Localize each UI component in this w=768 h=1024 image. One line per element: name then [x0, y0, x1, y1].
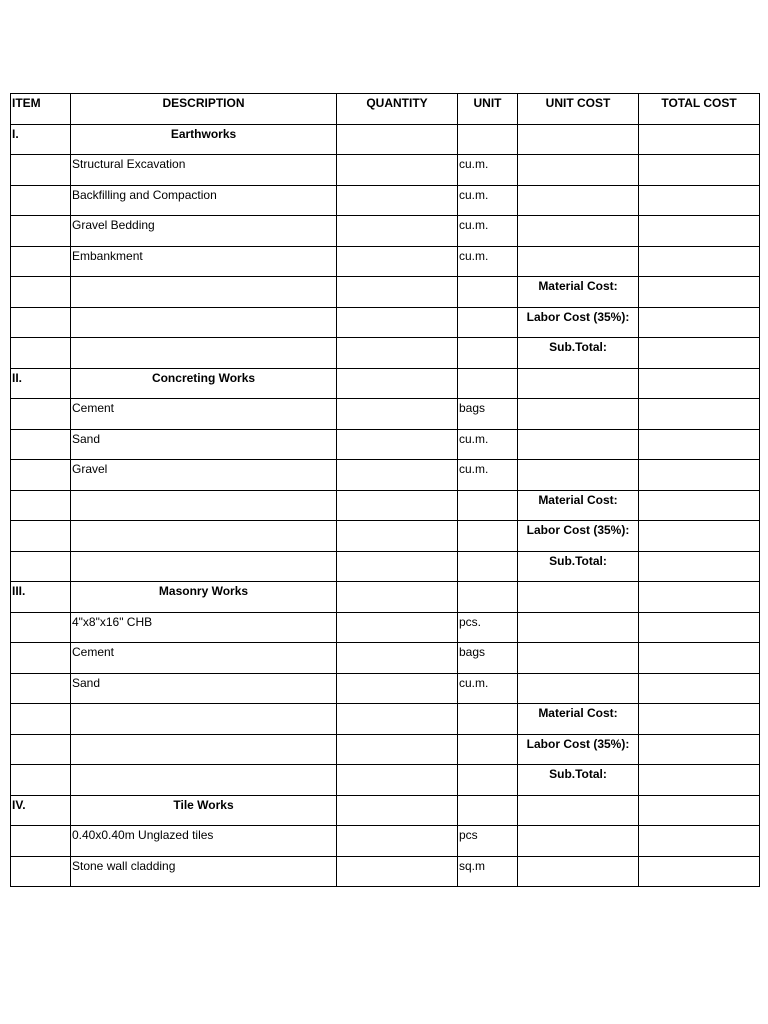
labor-cost-label: Labor Cost (35%): [518, 734, 639, 765]
item-cell [11, 277, 71, 308]
labor-cost-label: Labor Cost (35%): [518, 307, 639, 338]
total-cost-cell[interactable] [639, 216, 760, 247]
total-cost-cell[interactable] [639, 368, 760, 399]
total-cost-cell[interactable] [639, 460, 760, 491]
description-cell [71, 734, 337, 765]
header-unit: UNIT [458, 94, 518, 125]
unit-cell [458, 490, 518, 521]
item-cell [11, 826, 71, 857]
description-cell [71, 490, 337, 521]
cost-estimate-table [10, 93, 760, 887]
description-cell [71, 277, 337, 308]
summary-row [11, 765, 760, 796]
description-cell [71, 307, 337, 338]
item-cell [11, 551, 71, 582]
quantity-cell [337, 551, 458, 582]
item-description: Cement [71, 399, 337, 430]
unit-cell [458, 277, 518, 308]
section-title: Earthworks [71, 124, 337, 155]
item-cell [11, 216, 71, 247]
item-description: Structural Excavation [71, 155, 337, 186]
item-unit: pcs [458, 826, 518, 857]
unit-cell [458, 368, 518, 399]
item-cell [11, 246, 71, 277]
quantity-cell[interactable] [337, 460, 458, 491]
subtotal-label: Sub.Total: [518, 551, 639, 582]
item-unit: cu.m. [458, 246, 518, 277]
summary-value-cell[interactable] [639, 521, 760, 552]
table-row [11, 185, 760, 216]
section-title: Masonry Works [71, 582, 337, 613]
material-cost-label: Material Cost: [518, 490, 639, 521]
quantity-cell[interactable] [337, 246, 458, 277]
header-unit-cost: UNIT COST [518, 94, 639, 125]
summary-row [11, 551, 760, 582]
unit-cost-cell[interactable] [518, 429, 639, 460]
unit-cost-cell[interactable] [518, 856, 639, 887]
item-description: Gravel Bedding [71, 216, 337, 247]
table-row [11, 155, 760, 186]
table-row [11, 612, 760, 643]
description-cell [71, 338, 337, 369]
total-cost-cell[interactable] [639, 795, 760, 826]
unit-cell [458, 704, 518, 735]
item-cell [11, 490, 71, 521]
unit-cost-cell[interactable] [518, 124, 639, 155]
item-unit: cu.m. [458, 460, 518, 491]
summary-value-cell[interactable] [639, 277, 760, 308]
summary-row [11, 338, 760, 369]
unit-cell [458, 795, 518, 826]
unit-cost-cell[interactable] [518, 155, 639, 186]
quantity-cell[interactable] [337, 399, 458, 430]
header-item: ITEM [11, 94, 71, 125]
subtotal-label: Sub.Total: [518, 765, 639, 796]
summary-value-cell[interactable] [639, 704, 760, 735]
item-cell [11, 856, 71, 887]
unit-cost-cell[interactable] [518, 399, 639, 430]
unit-cell [458, 551, 518, 582]
item-unit: pcs. [458, 612, 518, 643]
section-row [11, 582, 760, 613]
item-description: Sand [71, 673, 337, 704]
item-unit: cu.m. [458, 673, 518, 704]
header-row [11, 94, 760, 125]
item-unit: cu.m. [458, 216, 518, 247]
unit-cell [458, 338, 518, 369]
total-cost-cell[interactable] [639, 582, 760, 613]
unit-cost-cell[interactable] [518, 673, 639, 704]
item-unit: cu.m. [458, 185, 518, 216]
total-cost-cell[interactable] [639, 246, 760, 277]
quantity-cell [337, 765, 458, 796]
quantity-cell[interactable] [337, 216, 458, 247]
item-cell [11, 429, 71, 460]
quantity-cell[interactable] [337, 124, 458, 155]
quantity-cell[interactable] [337, 643, 458, 674]
item-description: Stone wall cladding [71, 856, 337, 887]
summary-value-cell[interactable] [639, 307, 760, 338]
quantity-cell[interactable] [337, 612, 458, 643]
item-cell [11, 612, 71, 643]
table-row [11, 429, 760, 460]
summary-row [11, 277, 760, 308]
unit-cell [458, 734, 518, 765]
quantity-cell[interactable] [337, 795, 458, 826]
item-unit: cu.m. [458, 429, 518, 460]
item-description: Sand [71, 429, 337, 460]
header-total-cost: TOTAL COST [639, 94, 760, 125]
section-row [11, 124, 760, 155]
unit-cost-cell[interactable] [518, 795, 639, 826]
quantity-cell[interactable] [337, 673, 458, 704]
quantity-cell[interactable] [337, 368, 458, 399]
item-description: Gravel [71, 460, 337, 491]
total-cost-cell[interactable] [639, 673, 760, 704]
total-cost-cell[interactable] [639, 429, 760, 460]
item-cell [11, 643, 71, 674]
unit-cost-cell[interactable] [518, 612, 639, 643]
summary-value-cell[interactable] [639, 338, 760, 369]
item-cell [11, 460, 71, 491]
unit-cost-cell[interactable] [518, 826, 639, 857]
total-cost-cell[interactable] [639, 399, 760, 430]
quantity-cell[interactable] [337, 185, 458, 216]
unit-cell [458, 521, 518, 552]
item-unit: bags [458, 643, 518, 674]
header-quantity: QUANTITY [337, 94, 458, 125]
subtotal-label: Sub.Total: [518, 338, 639, 369]
quantity-cell [337, 490, 458, 521]
total-cost-cell[interactable] [639, 856, 760, 887]
quantity-cell [337, 704, 458, 735]
item-description: 4"x8"x16" CHB [71, 612, 337, 643]
section-row [11, 795, 760, 826]
unit-cell [458, 307, 518, 338]
summary-value-cell[interactable] [639, 734, 760, 765]
total-cost-cell[interactable] [639, 185, 760, 216]
item-cell [11, 734, 71, 765]
table-row [11, 673, 760, 704]
section-number: IV. [11, 795, 71, 826]
item-description: 0.40x0.40m Unglazed tiles [71, 826, 337, 857]
unit-cell [458, 765, 518, 796]
summary-value-cell[interactable] [639, 551, 760, 582]
unit-cost-cell[interactable] [518, 246, 639, 277]
table-row [11, 246, 760, 277]
table-row [11, 826, 760, 857]
item-description: Cement [71, 643, 337, 674]
quantity-cell [337, 277, 458, 308]
item-cell [11, 185, 71, 216]
summary-row [11, 521, 760, 552]
item-cell [11, 307, 71, 338]
unit-cost-cell[interactable] [518, 460, 639, 491]
unit-cost-cell[interactable] [518, 582, 639, 613]
unit-cell [458, 124, 518, 155]
quantity-cell[interactable] [337, 429, 458, 460]
item-unit: cu.m. [458, 155, 518, 186]
total-cost-cell[interactable] [639, 643, 760, 674]
material-cost-label: Material Cost: [518, 277, 639, 308]
item-unit: bags [458, 399, 518, 430]
section-title: Concreting Works [71, 368, 337, 399]
unit-cost-cell[interactable] [518, 643, 639, 674]
item-unit: sq.m [458, 856, 518, 887]
description-cell [71, 551, 337, 582]
item-cell [11, 765, 71, 796]
quantity-cell[interactable] [337, 582, 458, 613]
description-cell [71, 521, 337, 552]
quantity-cell [337, 338, 458, 369]
summary-row [11, 490, 760, 521]
section-row [11, 368, 760, 399]
unit-cost-cell[interactable] [518, 368, 639, 399]
section-number: III. [11, 582, 71, 613]
description-cell [71, 765, 337, 796]
section-title: Tile Works [71, 795, 337, 826]
item-description: Backfilling and Compaction [71, 185, 337, 216]
item-cell [11, 673, 71, 704]
total-cost-cell[interactable] [639, 124, 760, 155]
quantity-cell [337, 307, 458, 338]
unit-cost-cell[interactable] [518, 185, 639, 216]
item-cell [11, 521, 71, 552]
item-cell [11, 338, 71, 369]
item-cell [11, 399, 71, 430]
summary-row [11, 704, 760, 735]
total-cost-cell[interactable] [639, 612, 760, 643]
table-row [11, 856, 760, 887]
summary-row [11, 734, 760, 765]
table-row [11, 643, 760, 674]
total-cost-cell[interactable] [639, 155, 760, 186]
header-description: DESCRIPTION [71, 94, 337, 125]
quantity-cell[interactable] [337, 856, 458, 887]
table-row [11, 399, 760, 430]
labor-cost-label: Labor Cost (35%): [518, 521, 639, 552]
table-body [11, 124, 760, 887]
table-row [11, 216, 760, 247]
summary-value-cell[interactable] [639, 490, 760, 521]
total-cost-cell[interactable] [639, 826, 760, 857]
description-cell [71, 704, 337, 735]
summary-row [11, 307, 760, 338]
table-row [11, 460, 760, 491]
quantity-cell [337, 734, 458, 765]
quantity-cell[interactable] [337, 826, 458, 857]
quantity-cell [337, 521, 458, 552]
summary-value-cell[interactable] [639, 765, 760, 796]
section-number: I. [11, 124, 71, 155]
section-number: II. [11, 368, 71, 399]
material-cost-label: Material Cost: [518, 704, 639, 735]
unit-cell [458, 582, 518, 613]
item-description: Embankment [71, 246, 337, 277]
item-cell [11, 704, 71, 735]
unit-cost-cell[interactable] [518, 216, 639, 247]
quantity-cell[interactable] [337, 155, 458, 186]
item-cell [11, 155, 71, 186]
